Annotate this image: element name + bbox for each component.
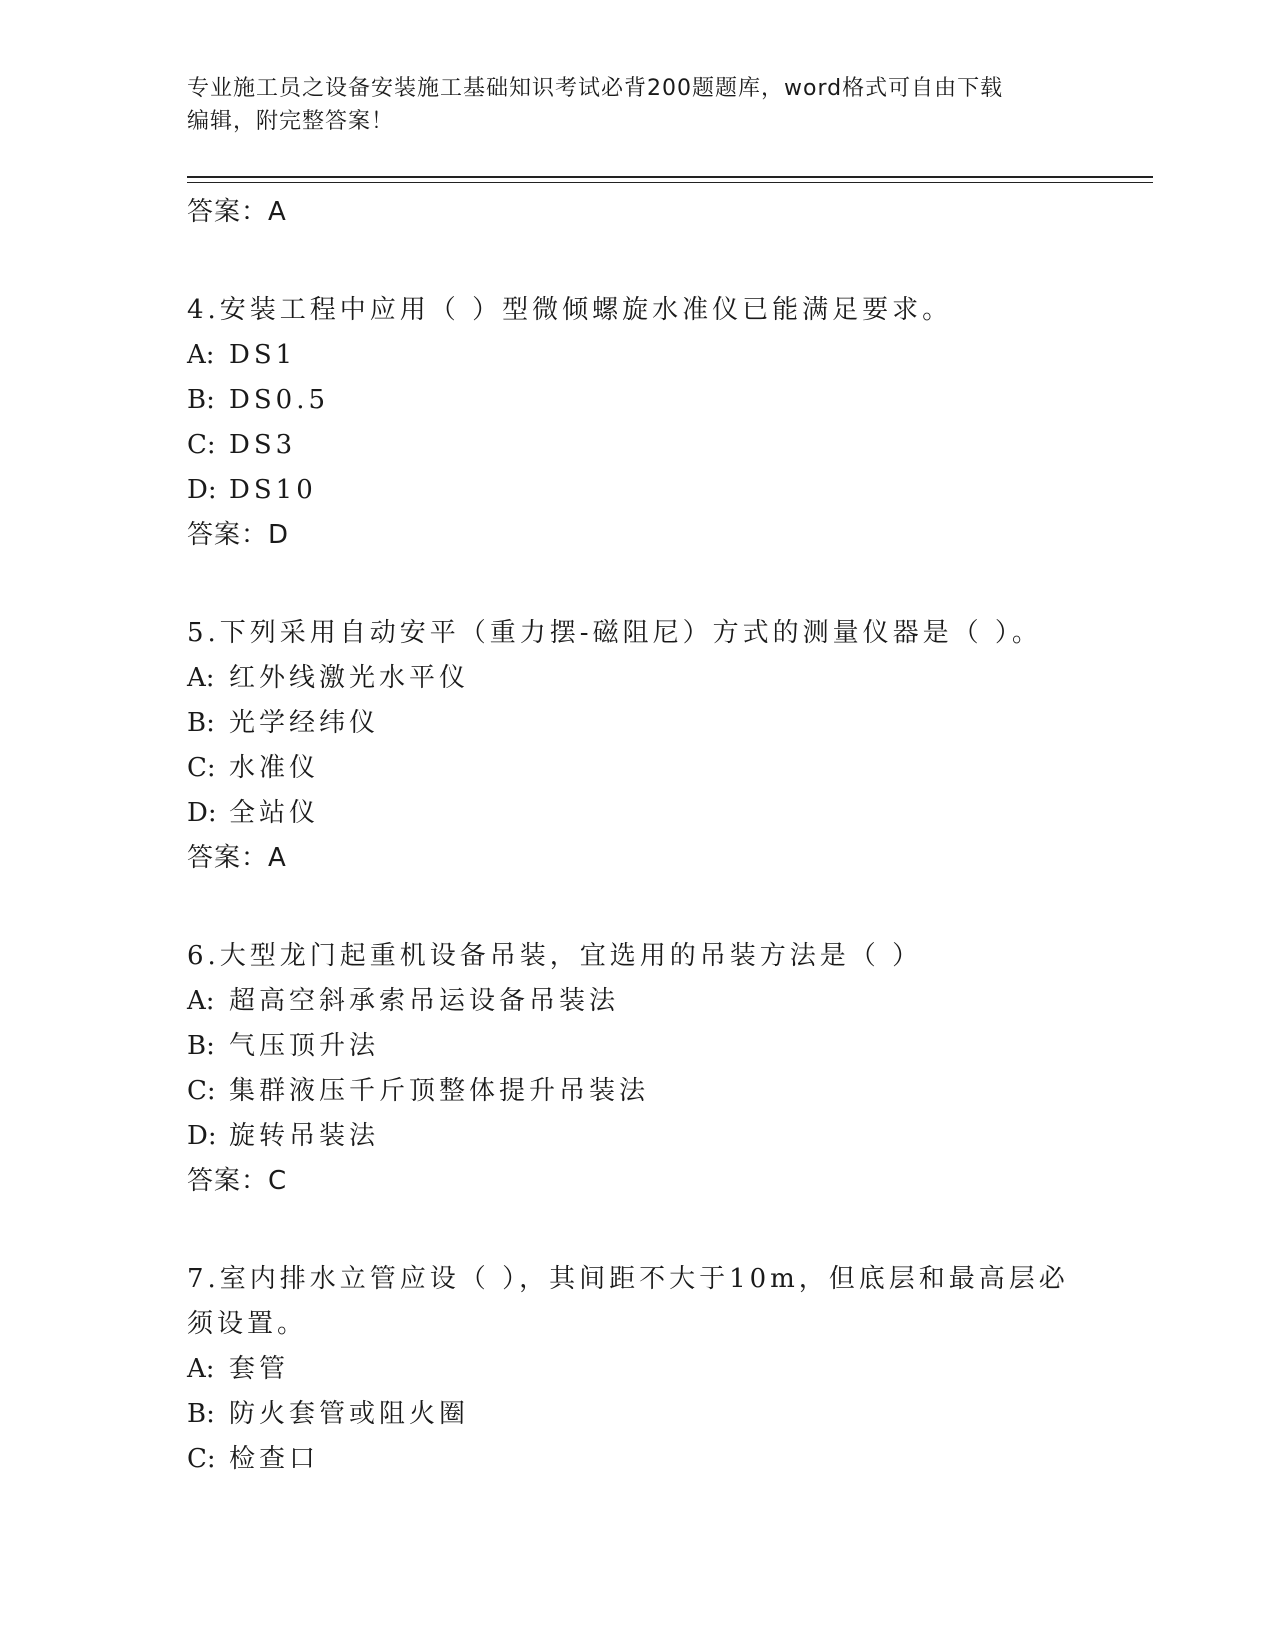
option-a (187, 333, 1087, 378)
option-label: C: (187, 430, 216, 460)
option-text: 检查口 (229, 1444, 320, 1474)
option-label: C: (187, 1444, 216, 1474)
header-line-1: 专业施工员之设备安装施工基础知识考试必背200题题库，word格式可自由下载 (187, 76, 1004, 101)
option-label: B: (187, 1399, 215, 1429)
option-text: DS10 (229, 475, 317, 505)
option-text: 全站仪 (229, 798, 320, 828)
header-rule-thin (187, 182, 1153, 183)
header-line-2: 编辑，附完整答案！ (187, 109, 395, 134)
question-text: 6.大型龙门起重机设备吊装，宜选用的吊装方法是（ ） (187, 941, 923, 971)
option-label: B: (187, 708, 215, 738)
option-label: A: (187, 340, 215, 370)
option-b (187, 1024, 1087, 1069)
document-header (187, 72, 1087, 138)
option-d (187, 791, 1087, 836)
option-label: A: (187, 986, 215, 1016)
question-text: 5.下列采用自动安平（重力摆-磁阻尼）方式的测量仪器是（ ）。 (187, 618, 1042, 648)
option-text: 红外线激光水平仪 (229, 663, 470, 693)
question-list (187, 190, 1087, 1482)
option-d (187, 1114, 1087, 1159)
option-a (187, 656, 1087, 701)
answer: 答案：D (187, 520, 290, 550)
header-rule-thick (187, 176, 1153, 178)
option-text: DS0.5 (229, 385, 330, 415)
option-label: D: (187, 1121, 217, 1151)
option-b (187, 701, 1087, 746)
option-b (187, 1392, 1087, 1437)
answer: 答案：C (187, 1166, 288, 1196)
option-b (187, 378, 1087, 423)
option-text: 水准仪 (229, 753, 320, 783)
option-label: D: (187, 798, 217, 828)
previous-answer: 答案：A (187, 197, 287, 227)
option-a (187, 979, 1087, 1024)
answer: 答案：A (187, 843, 287, 873)
option-label: A: (187, 1354, 215, 1384)
option-label: C: (187, 753, 216, 783)
option-text: 旋转吊装法 (229, 1121, 380, 1151)
option-c (187, 1069, 1087, 1114)
option-d (187, 468, 1087, 513)
option-label: C: (187, 1076, 216, 1106)
question-5 (187, 611, 1087, 880)
option-text: DS1 (229, 340, 297, 370)
question-4 (187, 288, 1087, 557)
option-c (187, 1437, 1087, 1482)
option-label: B: (187, 1031, 215, 1061)
option-text: 超高空斜承索吊运设备吊装法 (229, 986, 620, 1016)
option-c (187, 423, 1087, 468)
question-7 (187, 1257, 1087, 1482)
option-label: A: (187, 663, 215, 693)
option-text: 集群液压千斤顶整体提升吊装法 (229, 1076, 650, 1106)
option-c (187, 746, 1087, 791)
option-a (187, 1347, 1087, 1392)
option-label: D: (187, 475, 217, 505)
option-label: B: (187, 385, 215, 415)
question-6 (187, 934, 1087, 1203)
option-text: 套管 (229, 1354, 290, 1384)
question-text: 7.室内排水立管应设（ ），其间距不大于10m，但底层和最高层必须设置。 (187, 1264, 1069, 1339)
option-text: 气压顶升法 (229, 1031, 380, 1061)
option-text: DS3 (229, 430, 297, 460)
option-text: 防火套管或阻火圈 (229, 1399, 470, 1429)
option-text: 光学经纬仪 (229, 708, 380, 738)
question-text: 4.安装工程中应用（ ）型微倾螺旋水准仪已能满足要求。 (187, 295, 953, 325)
